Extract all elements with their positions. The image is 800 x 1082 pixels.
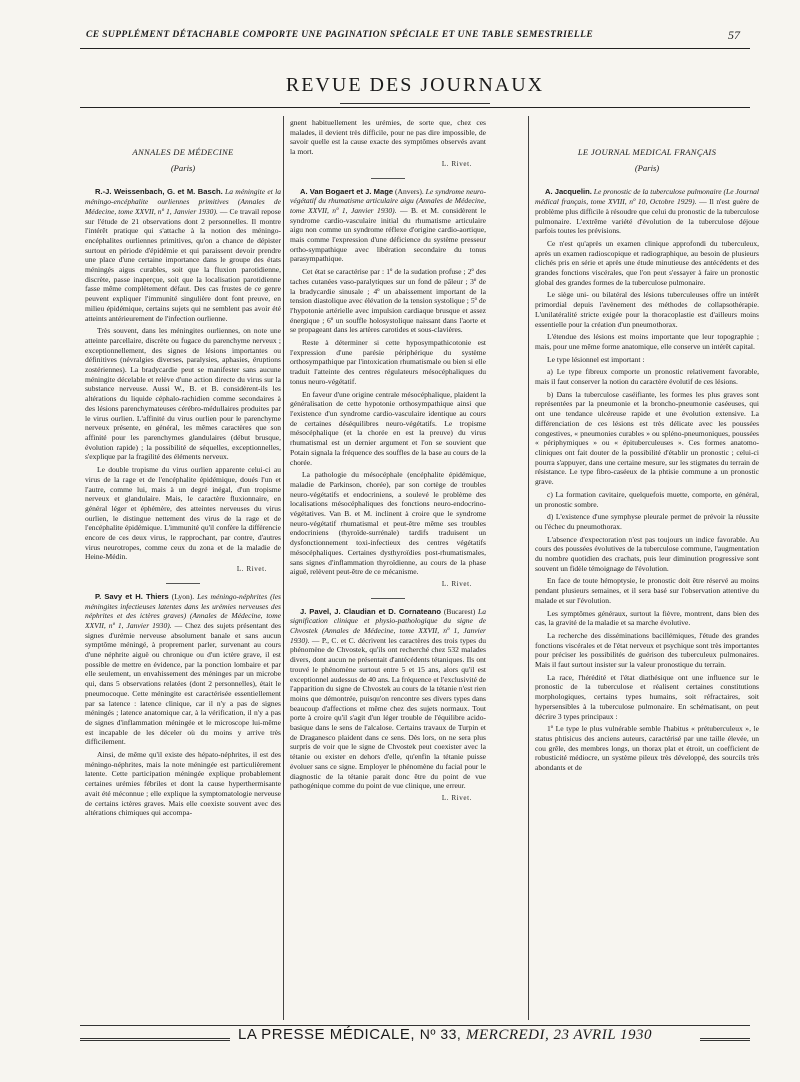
article-reference: (Annales de Médecine, tome XXVII, nº 1, Janvier 1930). bbox=[85, 611, 281, 630]
article-pavel bbox=[290, 607, 486, 804]
column-separator bbox=[528, 116, 529, 1020]
article-paragraph: Cet état se caractérise par : 1º de la sudation profuse ; 2º des taches cutanées vaso-paralytiques sur un fond de pâleur ; 3º de la bradycardie sinusale ; 4º un abaissement important de la tension diastolique avec élévation de la tension systolique ; 5º de l'hypotonie artérielle avec impulsion cardiaque brusque et assez énergique ; 6º un souffle holosystolique naissant dans l'aorte et se propageant dans les artères carotides et sous-clavières. bbox=[290, 267, 486, 335]
article-paragraph: Très souvent, dans les méningites ourliennes, on note une atteinte parcellaire, discrète ou fugace du parenchyme nerveux ; exceptionnellement, des signes de lésions importantes ou définitives (névralgies diverses, paralysies, aphasies, éruptions zostériennes). La bradycardie peut se manifester sans aucune méningite décelable et relève d'une action directe du virus sur la substance nerveuse. Aussi W., B. et B. considèrent-ils les altérations du liquide céphalo-rachidien comme secondaires à des lésions parenchymateuses cérébro-médullaires produites par le virus ourlien. L'affinité du virus ourlien pour le parenchyme nerveux présente, en général, les mêmes caractères que son affinité pour les parenchymes glandulaires (début brusque, évolution rapide) ; la possibilité de séquelles, exceptionnelles, s'explique par la fragilité des éléments nerveux. bbox=[85, 326, 281, 462]
article-paragraph: — Ce travail repose sur l'étude de 21 observations dont 2 personnelles. Il montre l'intérêt pratique qui s'attache à la notion des méningo-encéphalites ourliennes primitives, qu'on a chance de dépister surtout en période d'épidémie et qui paraissent devoir prendre une place d'une certaine importance dans le groupe des états méningés aigus curables, soit que la fluxion parotidienne, discrète, passe inaperçue, soit que la localisation parotidienne fasse même complètement défaut. Des cas frustes de ce genre peuvent expliquer l'immunité singulière dont font preuve, en milieu épidémique, certains sujets qui ne semblent pas avoir été atteints antérieurement de l'infection ourlienne. bbox=[85, 206, 281, 323]
article-divider bbox=[166, 583, 200, 584]
journal-city: (Paris) bbox=[634, 162, 660, 173]
article-paragraph: L'étendue des lésions est moins importante que leur topographie ; mais, pour une même forme anatomique, elle conserve un intérêt capital. bbox=[535, 332, 759, 351]
journal-name: LE JOURNAL MEDICAL FRANÇAIS bbox=[577, 147, 717, 157]
article-authors: A. Van Bogaert et J. Mage bbox=[300, 186, 394, 196]
article-van-bogaert bbox=[290, 187, 486, 590]
article-paragraph: Reste à déterminer si cette hyposympathicotonie est l'expression d'une parésie périphérique du système orthosympathique par l'intoxication rhumatismale ou bien si elle traduit l'atteinte des centres régulateurs mésocéphaliques du tonus neuro-végétatif. bbox=[290, 338, 486, 386]
article-reference: (Annales de Médecine, tome XXVII, nº 1, Janvier 1930). bbox=[85, 197, 281, 216]
title-ornament-rule bbox=[340, 103, 490, 104]
banner-rule bbox=[80, 48, 750, 49]
article-weissenbach bbox=[85, 187, 281, 574]
article-paragraph: Les symptômes généraux, surtout la fièvre, montrent, dans bien des cas, la gravité de la maladie et sa marche évolutive. bbox=[535, 608, 759, 628]
footer-masthead bbox=[238, 1026, 652, 1044]
supplement-banner: CE SUPPLÉMENT DÉTACHABLE COMPORTE UNE PAGINATION SPÉCIALE ET UNE TABLE SEMESTRIELLE bbox=[86, 30, 594, 40]
article-authors: R.-J. Weissenbach, G. et M. Basch. bbox=[95, 187, 223, 197]
article-paragraph: c) La formation cavitaire, quelquefois muette, comporte, en général, un pronostic sombre. bbox=[535, 489, 759, 509]
article-title: Le pronostic de la tuberculose pulmonaire bbox=[593, 187, 722, 197]
article-paragraph: — Il n'est guère de problème plus difficile à résoudre que celui du pronostic de la tuberculose pulmonaire. L'extrême variété d'évolution de la tuberculose déjoue parfois toutes les prévisions. bbox=[535, 197, 759, 236]
article-lead bbox=[85, 592, 281, 747]
article-title: Les méningo-néphrites (les méningites infectieuses latentes dans les urémies nerveuses des néphrites et des ictères graves) bbox=[85, 591, 281, 621]
article-paragraph: a) Le type fibreux comporte un pronostic relativement favorable, mais il faut conserver la notion du caractère évolutif de ces lésions. bbox=[535, 367, 759, 387]
article-lead bbox=[290, 607, 486, 791]
article-paragraph: Ce n'est qu'après un examen clinique approfondi du tuberculeux, après un examen radioscopique et radiographique, au besoin de plusieurs clichés pris en série et après une étude minutieuse des antécédents et des grandes fonctions viscérales, que l'on peut s'essayer à faire un pronostic global des grandes formes de la tuberculose pulmonaire. bbox=[535, 238, 759, 287]
article-authors: P. Savy et H. Thiers bbox=[95, 591, 169, 601]
article-lead bbox=[290, 187, 486, 265]
article-reference: (Le Journal médical français, tome XVIII, nº 10, Octobre 1929). bbox=[535, 187, 759, 207]
article-paragraph: La pathologie du mésocéphale (encéphalite épidémique, maladie de Parkinson, chorée), par son cortège de troubles neuro-végétatifs et endocriniens, a soulevé le problème des localisations mésocéphaliques des fonctions neuro-endocrino-végétatives. Van B. et M. inclinent à croire que le syndrome neuro-végétatif rhumatismal et peut-être même ses troubles endocriniens (thyroïde-surrénale) tardifs traduisent un dysfonctionnement toxi-infectieux des centres végétatifs mésocéphaliques. Certaines dysthyroïdies post-rhumatismales, sans signes d'inflammation thyroïdienne, au cours de la phase aiguë, relèvent peut-être de ce mécanisme. bbox=[290, 470, 486, 577]
article-signature: L. Rivet. bbox=[441, 159, 472, 168]
article-paragraph: — Chez des sujets présentant des signes d'urémie nerveuse absolument banale et sans aucun symptôme méningé, à proprement parler, survenant au cours d'une néphrite aiguë ou chronique ou d'un ictère grave, il est possible de mettre en évidence, par la ponction lombaire et par elle seulement, un envahissement des méninges par un microbe qui, dans 5 observations relatées (dont 2 personnelles), était le pneumocoque. Cette méningite est caractérisée essentiellement par sa latence : latence clinique, car il n'y a pas de signes méningés ; latence anatomique car, à la vérification, il n'y a pas de signes d'inflammation méningée et le microscope lui-même est incapable de les déceler où du moins y arrive très difficilement. bbox=[85, 620, 281, 747]
footer-ornament-right bbox=[700, 1038, 750, 1041]
article-title: La signification clinique et physio-pathologique du signe de Chvostek bbox=[290, 606, 486, 636]
footer-issue-number: Nº 33, bbox=[419, 1026, 462, 1042]
article-paragraph: La race, l'hérédité et l'état diathésique ont une influence sur le pronostic de la tuberculose et réalisent certaines constitutions morphologiques, certains types humains, soit réfractaires, soit hypersensibles à la tuberculose pulmonaire. En schématisant, on peut décrire 3 types principaux : bbox=[535, 672, 759, 721]
article-authors: J. Pavel, J. Claudian et D. Cornateano bbox=[300, 606, 442, 616]
article-city: (Lyon). bbox=[171, 591, 195, 601]
column-middle bbox=[290, 118, 486, 1018]
article-title: La méningite et la méningo-encéphalite ourliennes primitives bbox=[85, 187, 281, 207]
journal-city: (Paris) bbox=[170, 162, 196, 173]
column-right bbox=[535, 118, 759, 1018]
article-paragraph: Le siège uni- ou bilatéral des lésions tuberculeuses offre un intérêt primordial depuis l'avènement des méthodes de collapsothérapie. L'unilatéralité stricte exigée pour la thoracoplastie est d'ailleurs moins essentielle pour la création d'un pneumothorax. bbox=[535, 290, 759, 329]
article-divider bbox=[371, 178, 405, 179]
article-city: (Anvers). bbox=[395, 186, 424, 196]
article-savy-thiers bbox=[85, 592, 281, 818]
article-paragraph: — B. et M. considèrent le syndrome cardio-vasculaire initial du rhumatisme articulaire aigu non comme un syndrome réflexe d'origine cardio-aortique, mais comme l'expression d'une déficience du système presseur ortho-sympathique avec libération secondaire du tonus parasympathique. bbox=[290, 205, 486, 264]
column-separator bbox=[283, 116, 284, 1020]
article-paragraph: La recherche des disséminations bacillémiques, l'étude des grandes fonctions viscérales et de l'état nerveux et psychique sont très importantes pour préciser les possibilités de guérison des tuberculeux pulmonaires. Mais il faut surtout insister sur la valeur pronostique du terrain. bbox=[535, 630, 759, 670]
article-city: (Bucarest) bbox=[443, 606, 476, 616]
article-paragraph: En face de toute hémoptysie, le pronostic doit être réservé au moins pendant plusieurs semaines, et il sera basé sur l'observation attentive du malade et sur l'évolution. bbox=[535, 576, 759, 605]
footer-date: MERCREDI, 23 AVRIL 1930 bbox=[466, 1027, 653, 1043]
article-paragraph: gnent habituellement les urémies, de sorte que, chez ces malades, il devient très difficile, pour ne pas dire impossible, de savoir quelle est la cause exacte des symptômes observés avant la mort. bbox=[290, 118, 486, 157]
article-paragraph: d) L'existence d'une symphyse pleurale permet de prévoir la réussite ou l'échec du pneumothorax. bbox=[535, 512, 759, 531]
article-jacquelin bbox=[535, 187, 759, 772]
article-lead bbox=[85, 187, 281, 323]
article-reference: (Annales de Médecine, tome XXVII, nº 1, Janvier 1930). bbox=[290, 196, 486, 215]
journal-name: ANNALES DE MÉDECINE bbox=[132, 147, 234, 157]
article-paragraph: 1º Le type le plus vulnérable semble l'habitus « prétuberculeux », le status phtisicus des anciens auteurs, caractérisé par une taille élevée, un cou grêle, des membres longs, un thorax plat et étroit, un coefficient de robusticité médiocre, un système pileux très développé, des sourcils très abondants et de bbox=[535, 724, 759, 773]
article-paragraph: Le type lésionnel est important : bbox=[547, 354, 645, 364]
title-rule bbox=[80, 107, 750, 108]
footer-journal-name: LA PRESSE MÉDICALE, bbox=[238, 1026, 416, 1043]
column-left bbox=[85, 118, 281, 1018]
article-signature: L. Rivet. bbox=[441, 794, 472, 802]
article-paragraph: — P., C. et C. décrivent les caractères des trois types du phénomène de Chvostek, qu'ils ont recherché chez 532 malades divers, dont aucun ne présentait d'antécédents tétaniques. Ils ont trouvé le phénomène surtout entre 5 et 15 ans, alors qu'il est exceptionnel audessus de 40 ans. La fréquence et l'exclusivité de l'apparition du signe de Chvostek au cours de la tétanie n'est rien moins que démontrée, puisqu'on rencontre ses divers types dans beaucoup d'affections et même chez des sujets normaux. Tout porte à croire qu'il s'agit d'un léger trouble de l'équilibre acido-basique dans le sens de l'alcalose. Certains travaux de Turpin et de Draganesco plaident dans ce sens. Dès lors, on ne sera plus surpris de voir que le signe de Chvostek peut coexister avec la tétanie ou exister en dehors d'elle, qu'enfin la tétanie puisse évoluer sans ce signe. Employer le phénomène du facial pour le diagnostic de la tétanie parait donc être du point de vue pathogénique comme du point de vue clinique, une erreur. bbox=[290, 635, 486, 791]
section-title: REVUE DES JOURNAUX bbox=[285, 74, 545, 96]
footer-ornament-left bbox=[80, 1038, 230, 1041]
article-lead bbox=[535, 187, 759, 236]
article-savy-thiers-continued bbox=[290, 118, 486, 170]
article-paragraph: b) Dans la tuberculose caséifiante, les formes les plus graves sont représentées par la pneumonie et la broncho-pneumonie caséeuses, qui ont une tendance ulcéreuse rapide et une évolution extensive. La différenciation de ces lésions est très délicate avec les poussées congestives, « pneumonies curables » ou spléno-pneumoniques, poussées « périphymiques » ou « épituberculeuses ». Ces formes anatomo-cliniques ont fait douter de la possibilité d'établir un pronostic ; celui-ci pourra s'appuyer, dans une certaine mesure, sur les stigmates du terrain de résistance. Le type fibro-caséeux de la phtisie commune a un pronostic grave. bbox=[535, 389, 759, 487]
article-signature: L. Rivet. bbox=[441, 579, 472, 588]
article-reference: (Annales de Médecine, tome XXVII, nº 1, Janvier 1930). bbox=[290, 626, 486, 645]
article-title: Le syndrome neuro-végétatif du rhumatisme articulaire aigu bbox=[290, 186, 486, 206]
article-paragraph: Le double tropisme du virus ourlien apparente celui-ci au virus de la rage et de l'encéphalite épidémique, doués l'un et l'autre, comme lui, mais à un degré inégal, d'un tropisme nerveux et glandulaire. Mais, le caractère fluxionnaire, en général léger et éphémère, des atteintes nerveuses du virus ourlien, le distingue nettement des virus de la rage et de l'encéphalite épidémique. L'immunité qu'il confère la différencie encore de ces deux virus, le rapprochant, par contre, d'autres virus neurotropes, comme ceux du zona et de la maladie de Heine-Médin. bbox=[85, 465, 281, 562]
article-paragraph: L'absence d'expectoration n'est pas toujours un indice favorable. Au cours des poussées évolutives de la tuberculose commune, l'augmentation du nombre quotidien des crachats, puis leur diminution progressive sont souvent un fidèle témoignage de l'évolution. bbox=[535, 534, 759, 573]
article-paragraph: Ainsi, de même qu'il existe des hépato-néphrites, il est des méningo-néphrites, mais la note méningée est particulièrement latente. Cette participation méningée explique probablement certaines urémies fébriles et dont la cause hyperthermisante avait été méconnue ; elle explique la symptomatologie nerveuse de certains ictères graves. Mais elle coexiste souvent avec des altérations chimiques qui accompa- bbox=[85, 750, 281, 818]
article-authors: A. Jacquelin. bbox=[545, 187, 592, 197]
article-signature: L. Rivet. bbox=[236, 565, 267, 574]
article-paragraph: En faveur d'une origine centrale mésocéphalique, plaident la généralisation de cette hypotonie orthosympathique ainsi que l'existence d'un syndrome cardio-vasculaire identique au cours de certaines déséquilibres neuro-végétatifs. Le tropisme mésocéphalique (et la chorée en est la preuve) du virus rhumatismal est un dernier argument et l'on se souvient que Potain signala la fréquence des souffles de la base au cours de la chorée. bbox=[290, 389, 486, 467]
page-number: 57 bbox=[728, 28, 740, 42]
article-divider bbox=[371, 598, 405, 599]
